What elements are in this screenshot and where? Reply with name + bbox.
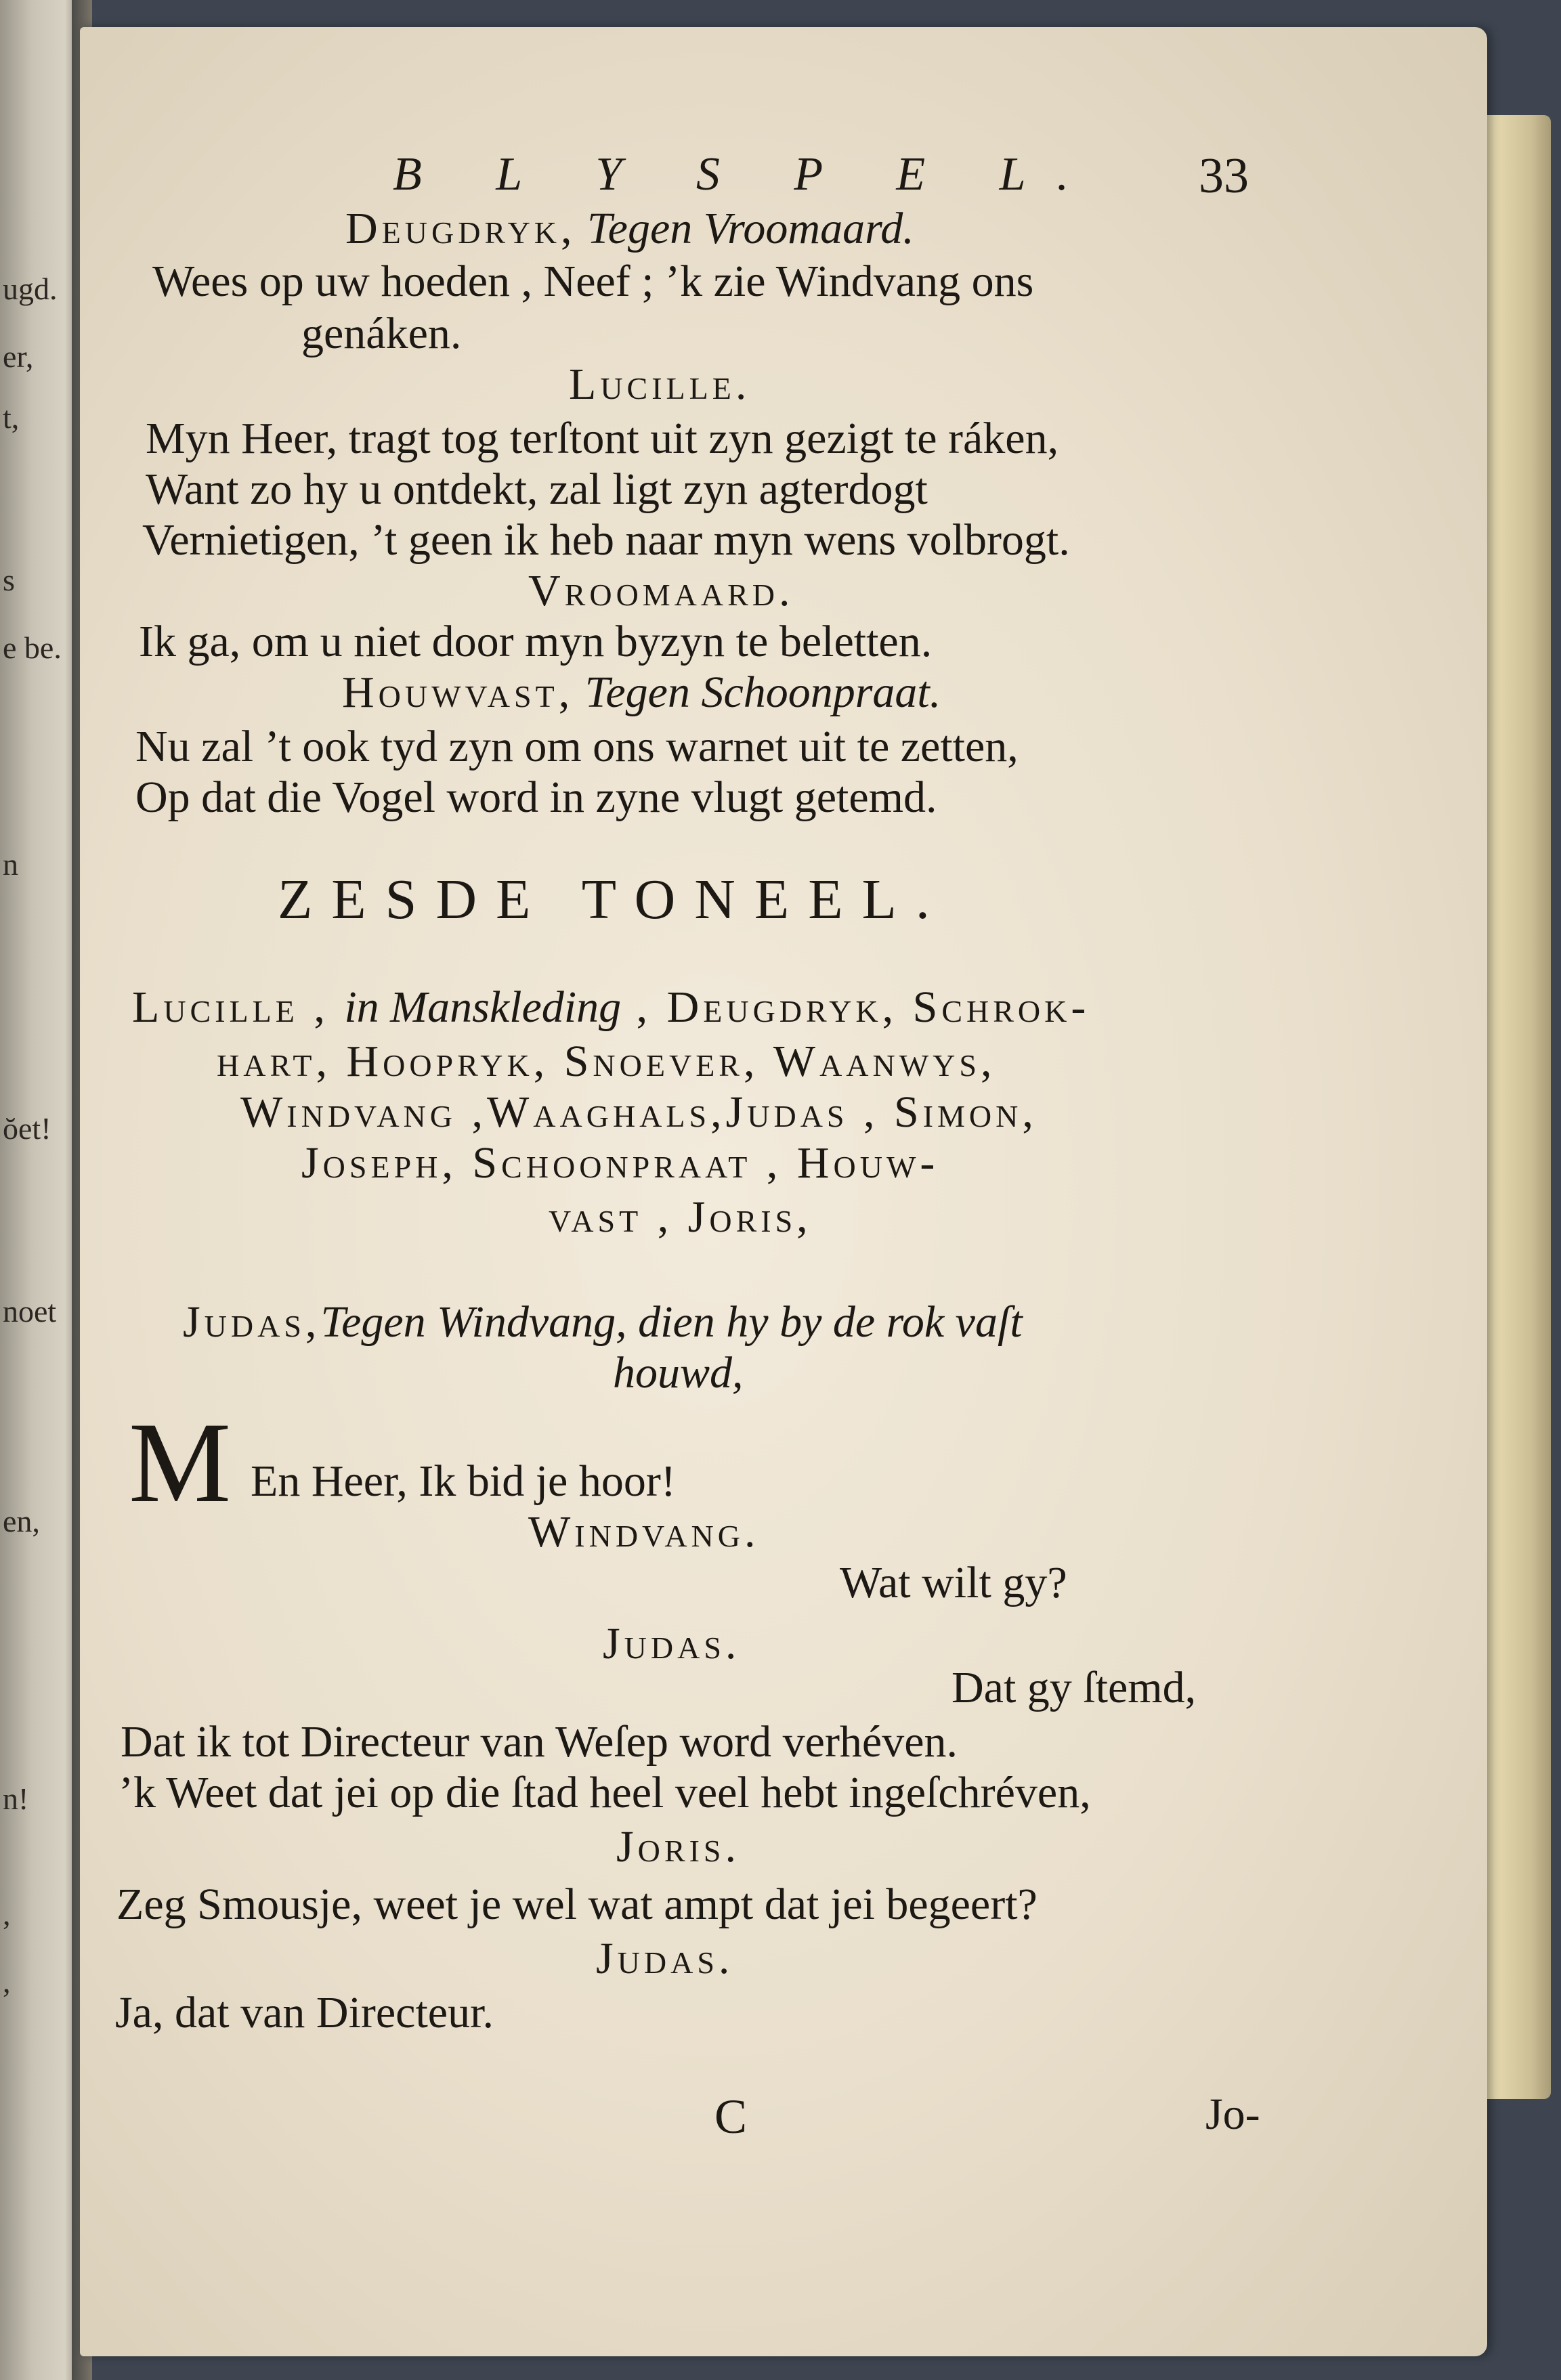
verse-line: Dat gy ſtemd, <box>951 1663 1197 1712</box>
cast-name: Lucille , <box>132 982 329 1032</box>
verse-line: genáken. <box>301 309 462 358</box>
stage-direction: Tegen Vroomaard. <box>587 204 914 253</box>
fragment: , <box>3 1897 11 1931</box>
fragment: , <box>3 1964 11 1999</box>
running-head: B L Y S P E L. <box>393 148 1100 200</box>
drop-capital: M <box>129 1399 232 1526</box>
verse-line: En Heer, Ik bid je hoor! <box>251 1456 676 1506</box>
verse-line: Myn Heer, tragt tog terſtont uit zyn gezigt te ráken, <box>146 414 1059 463</box>
cast-line: Joseph, Schoonpraat , Houw- <box>301 1138 939 1188</box>
speaker-name: Vroomaard. <box>528 566 794 615</box>
speaker-name: Windvang. <box>528 1507 760 1557</box>
fragment: n <box>3 847 18 882</box>
verse-line: Nu zal ’t ook tyd zyn om ons warnet uit te zetten, <box>135 722 1019 771</box>
signature-mark: C <box>714 2090 748 2144</box>
stage-direction: Tegen Schoonpraat. <box>584 668 941 717</box>
verse-line: Op dat die Vogel word in zyne vlugt getemd. <box>135 773 937 822</box>
speaker-name: Judas, <box>183 1297 321 1347</box>
fragment: er, <box>3 339 34 374</box>
page-number: 33 <box>1199 148 1249 204</box>
verse-line: Dat ik tot Directeur van Weſep word verhéven. <box>121 1717 958 1767</box>
catchword: Jo- <box>1205 2090 1260 2139</box>
left-page-text-fragments <box>0 0 81 2380</box>
speaker-name: Deugdryk, <box>345 204 576 253</box>
verse-line: ’k Weet dat jei op die ſtad heel veel hebt ingeſchréven, <box>119 1768 1091 1817</box>
verse-line: Vernietigen, ’t geen ik heb naar myn wens volbrogt. <box>142 515 1070 565</box>
stage-direction: houwd, <box>613 1348 744 1398</box>
fragment: e be. <box>3 630 62 665</box>
verse-line: Ik ga, om u niet door myn byzyn te beletten. <box>139 617 933 666</box>
stage-direction-line <box>183 1297 1023 1348</box>
verse-line: Want zo hy u ontdekt, zal ligt zyn agterdogt <box>146 464 928 514</box>
cast-line <box>132 982 1090 1033</box>
fragment: t, <box>3 400 20 435</box>
fragment: noet <box>3 1294 57 1328</box>
fragment: n! <box>3 1781 29 1816</box>
speaker-name: Judas. <box>596 1934 734 1983</box>
speaker-line <box>345 203 914 255</box>
cast-line: hart, Hoopryk, Snoever, Waanwys, <box>217 1037 996 1086</box>
speaker-name: Lucille. <box>569 360 751 409</box>
verse-line: Wat wilt gy? <box>840 1558 1067 1607</box>
speaker-line <box>342 667 941 718</box>
verse-line: Wees op uw hoeden , Neef ; ’k zie Windvang ons <box>152 257 1034 306</box>
fragment: s <box>3 563 15 597</box>
fragment: ugd. <box>3 272 58 306</box>
cast-line: vast , Joris, <box>549 1192 812 1242</box>
verse-line: Ja, dat van Directeur. <box>115 1988 494 2037</box>
fragment: en, <box>3 1504 40 1538</box>
scene-title: ZESDE TONEEL. <box>278 868 949 931</box>
speaker-name: Houwvast, <box>342 668 574 717</box>
cast-names: , Deugdryk, Schrok- <box>636 982 1090 1032</box>
stage-direction: Tegen Windvang, dien hy by de rok vaſt <box>320 1297 1023 1347</box>
fragment: ŏet! <box>3 1111 51 1146</box>
verse-line: Zeg Smousje, weet je wel wat ampt dat jei begeert? <box>116 1880 1038 1929</box>
cast-note: in Manskleding <box>344 982 622 1032</box>
speaker-name: Judas. <box>603 1619 741 1668</box>
speaker-name: Joris. <box>616 1822 740 1871</box>
cast-line: Windvang ,Waaghals,Judas , Simon, <box>240 1087 1038 1137</box>
